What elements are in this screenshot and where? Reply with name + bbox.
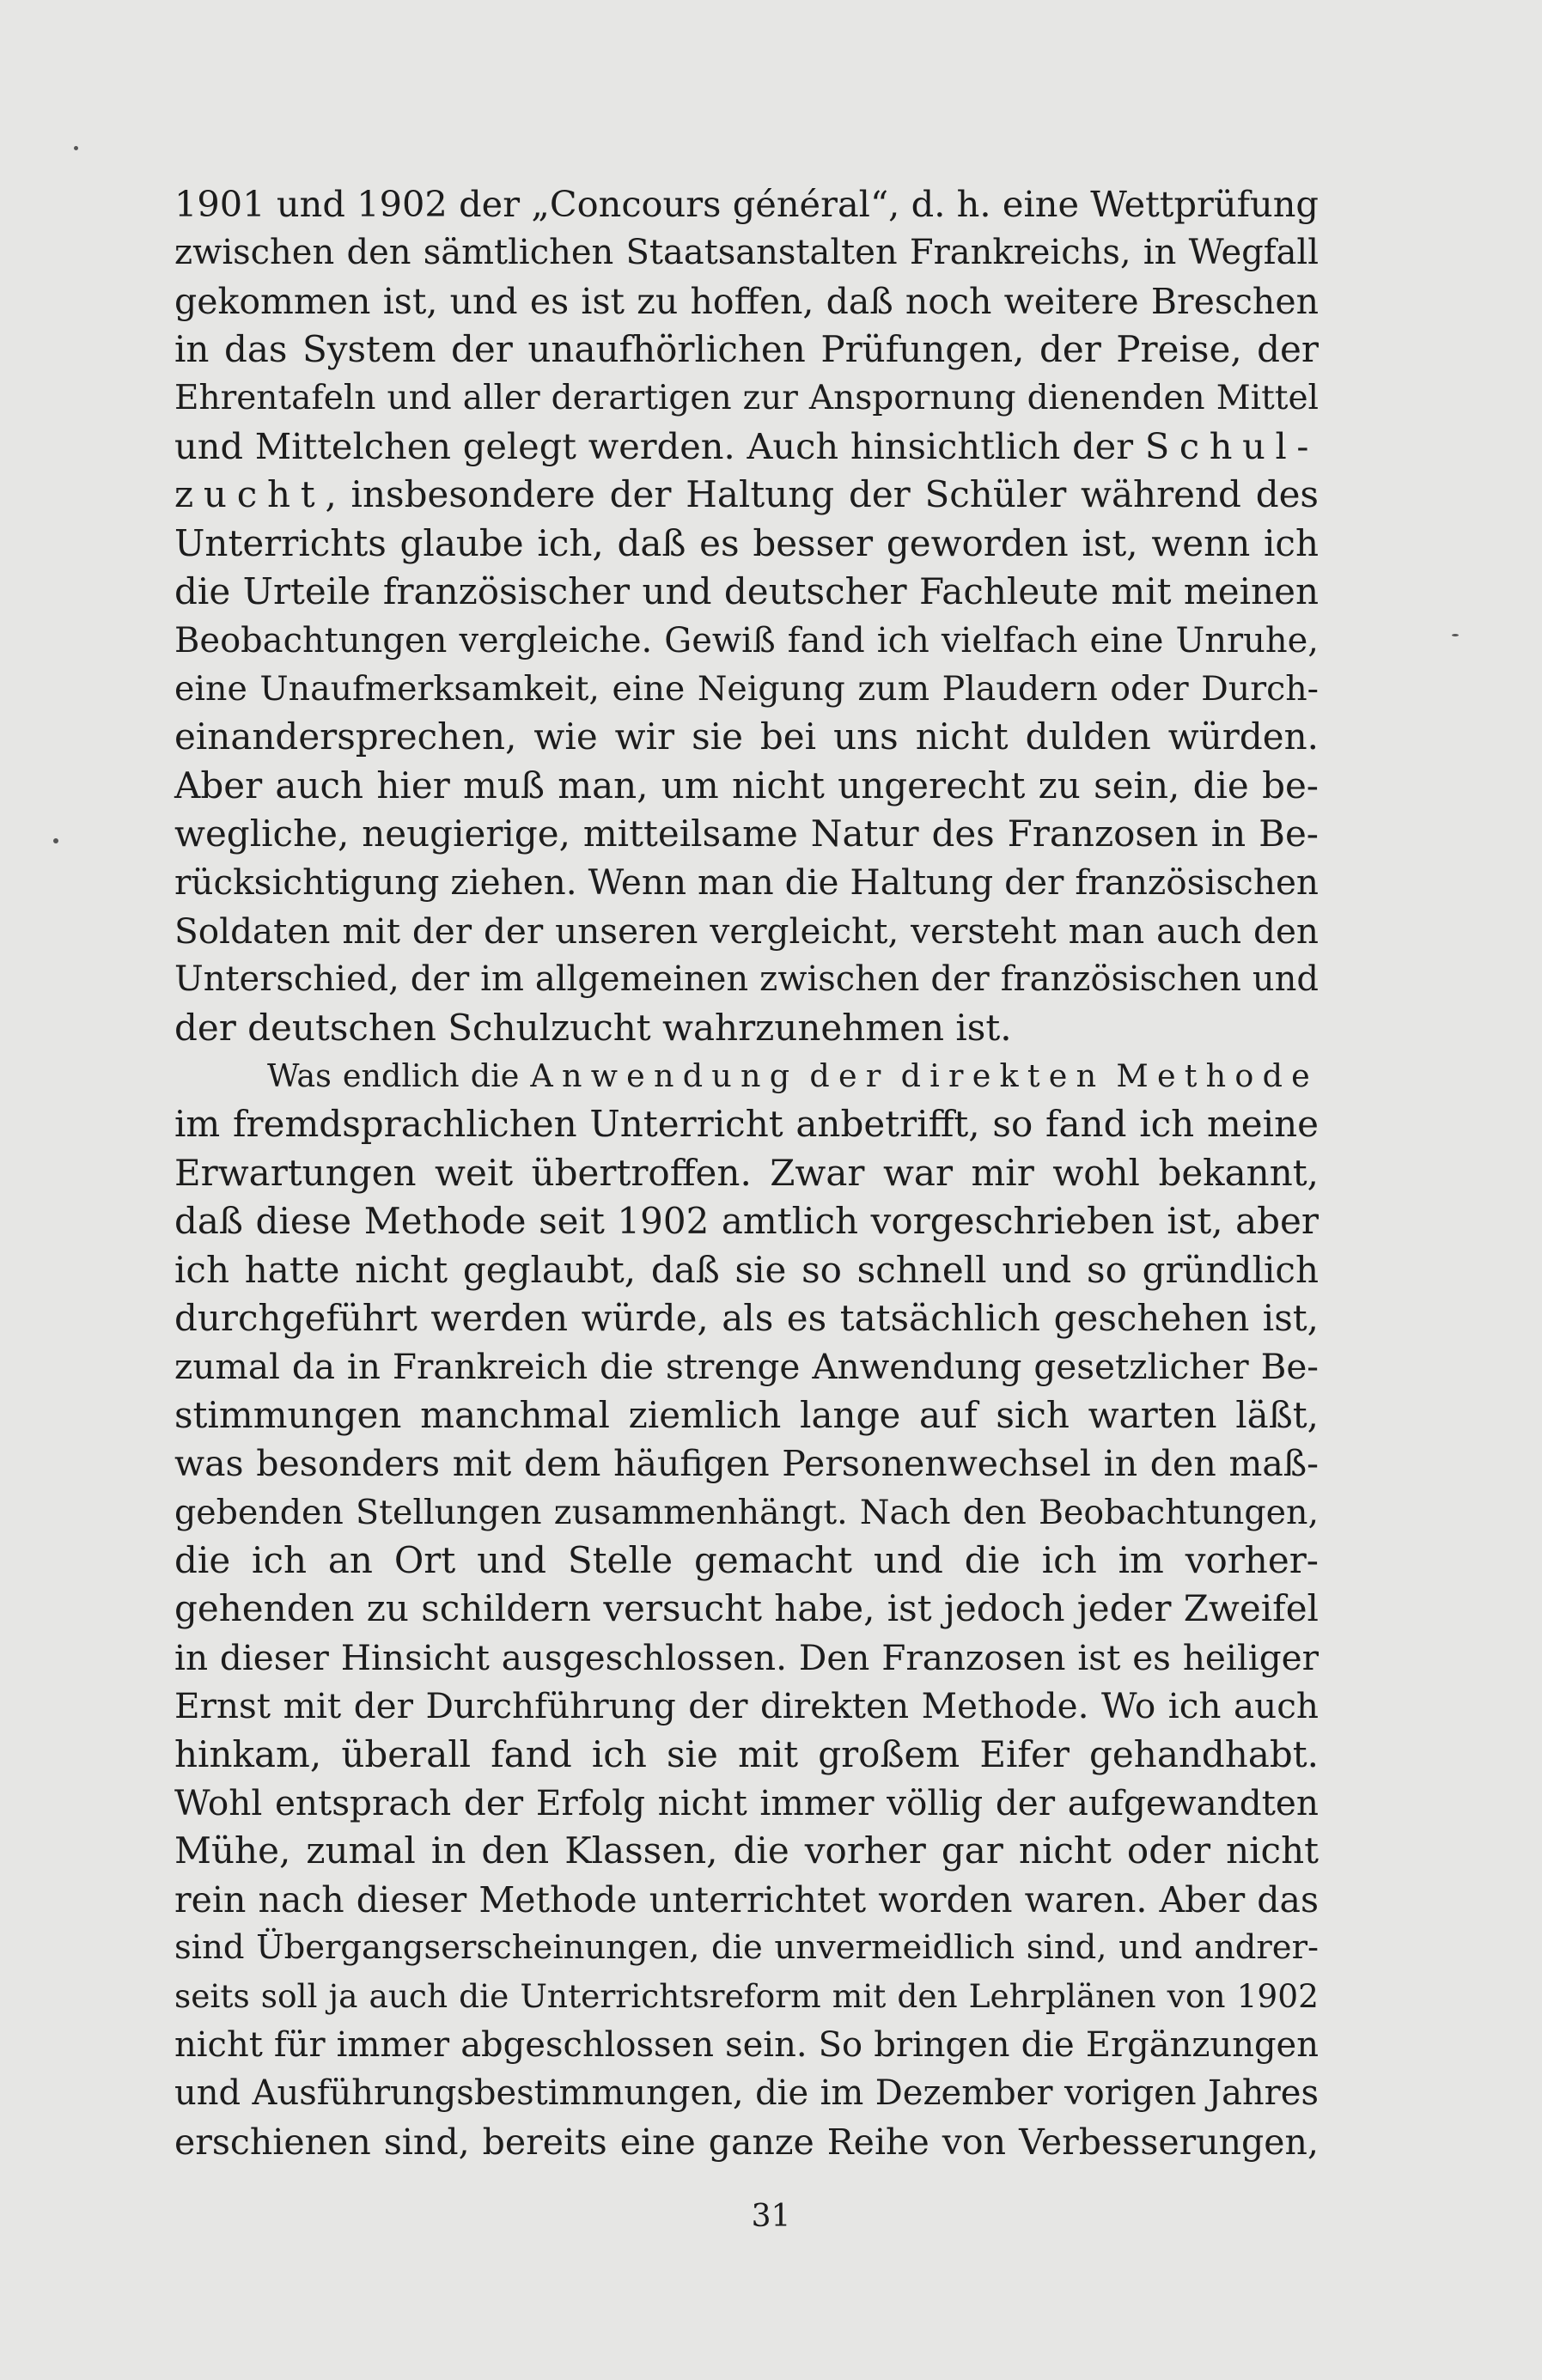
spaced-emphasis: Methode	[1116, 1057, 1320, 1095]
text-line: ich hatte nicht geglaubt, daß sie so schnell und so gründlich	[174, 1248, 1319, 1291]
text-line: rein nach dieser Methode unterrichtet worden waren. Aber das	[174, 1878, 1319, 1920]
text-line: Unterschied, der im allgemeinen zwischen der französischen und	[174, 959, 1319, 1000]
spaced-emphasis: zucht	[174, 473, 326, 516]
paper-speck	[74, 146, 78, 150]
text-line: 1901 und 1902 der „Concours général“, d. h. eine Wettprüfung	[174, 183, 1319, 225]
paragraph-start-line	[174, 1052, 1319, 1100]
text-line-with-spaced	[174, 471, 1319, 519]
text-line: Beobachtungen vergleiche. Gewiß fand ich vielfach eine Unruhe,	[174, 620, 1319, 660]
text-line: wegliche, neugierige, mitteilsame Natur des Franzosen in Be-	[174, 813, 1319, 855]
text-line: sind Übergangserscheinungen, die unvermeidlich sind, und andrer-	[174, 1928, 1319, 1968]
text-line: zwischen den sämtlichen Staatsanstalten Frankreichs, in Wegfall	[174, 233, 1319, 273]
text-line: der deutschen Schulzucht wahrzunehmen ist.	[174, 1006, 1012, 1049]
text-line: Ehrentafeln und aller derartigen zur Anspornung dienenden Mittel	[174, 378, 1319, 417]
text-line: eine Unaufmerksamkeit, eine Neigung zum Plaudern oder Durch-	[174, 668, 1319, 709]
text-line: Unterrichts glaube ich, daß es besser geworden ist, wenn ich	[174, 521, 1319, 564]
text-line: Soldaten mit der der unseren vergleicht, versteht man auch den	[174, 910, 1319, 952]
text-line: stimmungen manchmal ziemlich lange auf sich warten läßt,	[174, 1393, 1319, 1436]
text-line: gebenden Stellungen zusammenhängt. Nach den Beobachtungen,	[174, 1492, 1319, 1532]
text-line: im fremdsprachlichen Unterricht anbetrifft, so fand ich meine	[174, 1103, 1319, 1146]
text-line: Aber auch hier muß man, um nicht ungerecht zu sein, die be-	[174, 764, 1319, 807]
text-line: Erwartungen weit übertroffen. Zwar war mir wohl bekannt,	[174, 1151, 1319, 1194]
text-line: durchgeführt werden würde, als es tatsächlich geschehen ist,	[174, 1296, 1319, 1339]
text-line: erschienen sind, bereits eine ganze Reihe von Verbesserungen,	[174, 2121, 1319, 2163]
text-line: daß diese Methode seit 1902 amtlich vorgeschrieben ist, aber	[174, 1200, 1319, 1243]
text-line: gekommen ist, und es ist zu hoffen, daß noch weitere Breschen	[174, 280, 1319, 322]
text-line: Wohl entsprach der Erfolg nicht immer völlig der aufgewandten	[174, 1781, 1319, 1823]
text-line: Mühe, zumal in den Klassen, die vorher gar nicht oder nicht	[174, 1829, 1319, 1872]
page-number: 31	[751, 2199, 791, 2234]
spaced-emphasis: der	[809, 1057, 890, 1095]
text-line: und Ausführungsbestimmungen, die im Dezember vorigen Jahres	[174, 2073, 1319, 2114]
text-line-with-spaced	[174, 423, 1319, 471]
spaced-emphasis: Anwendung	[530, 1057, 799, 1095]
text-line: hinkam, überall fand ich sie mit großem Eifer gehandhabt.	[174, 1732, 1319, 1775]
text-line: gehenden zu schildern versucht habe, ist jedoch jeder Zweifel	[174, 1587, 1319, 1630]
text-line: seits soll ja auch die Unterrichtsreform mit den Lehrplänen von 1902	[174, 1977, 1319, 2016]
text-line: einandersprechen, wie wir sie bei uns nicht dulden würden.	[174, 715, 1319, 758]
text-line: die ich an Ort und Stelle gemacht und die ich im vorher-	[174, 1538, 1319, 1581]
paper-speck	[1452, 634, 1459, 636]
text-line: Ernst mit der Durchführung der direkten Methode. Wo ich auch	[174, 1685, 1319, 1727]
text-line: zumal da in Frankreich die strenge Anwendung gesetzlicher Be-	[174, 1346, 1319, 1388]
text-line: in dieser Hinsicht ausgeschlossen. Den Franzosen ist es heiliger	[174, 1636, 1319, 1678]
text-fragment: Was endlich die	[267, 1057, 531, 1095]
text-line: nicht für immer abgeschlossen sein. So bringen die Ergänzungen	[174, 2024, 1319, 2065]
text-line: rücksichtigung ziehen. Wenn man die Haltung der französischen	[174, 861, 1319, 904]
spaced-emphasis: Schul-	[1144, 424, 1319, 467]
body-text	[174, 180, 1319, 2166]
text-line: die Urteile französischer und deutscher Fachleute mit meinen	[174, 570, 1319, 613]
spaced-emphasis: direkten	[900, 1057, 1106, 1095]
text-line: was besonders mit dem häufigen Personenwechsel in den maß-	[174, 1443, 1319, 1485]
text-fragment: und Mittelchen gelegt werden. Auch hinsichtlich der	[174, 424, 1134, 467]
paper-speck	[53, 838, 58, 843]
text-line: in das System der unaufhörlichen Prüfungen, der Preise, der	[174, 328, 1319, 371]
text-fragment: , insbesondere der Haltung der Schüler während des	[325, 473, 1319, 516]
